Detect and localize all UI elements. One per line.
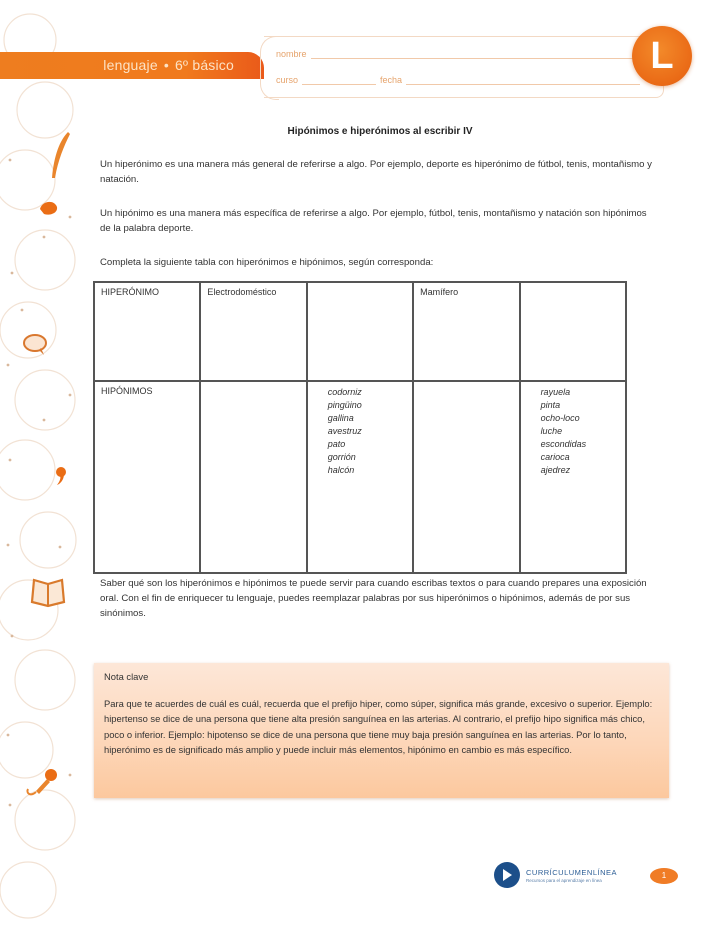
logo-name: CURRÍCULUMENLÍNEA: [526, 867, 618, 877]
course-input-line[interactable]: [302, 84, 376, 85]
page-number: 1: [650, 868, 678, 884]
play-icon: [494, 862, 520, 888]
open-book-icon: [28, 576, 68, 608]
table-cell-blank[interactable]: [520, 282, 626, 381]
subject-label: lenguaje: [103, 57, 158, 73]
subject-badge: L: [632, 26, 692, 86]
bird-hyponym-list: [314, 386, 406, 477]
note-title: Nota clave: [104, 671, 149, 682]
list-item: pingüino: [327, 400, 362, 410]
table-cell-blank[interactable]: [413, 381, 519, 573]
closing-paragraph: Saber qué son los hiperónimos e hipónimos te puede servir para cuando escribas textos o para cuando prepares una exposición oral. Con el fin de enriquecer tu lenguaje, puedes reemplazar palabras por sus hiperónimos o hipónimos, además de por sus sinónimos.: [100, 578, 647, 619]
instructions: Completa la siguiente tabla con hiperónimos e hipónimos, según corresponda:: [100, 257, 434, 268]
table-cell-blank[interactable]: [200, 381, 306, 573]
list-item: gallina: [327, 413, 354, 423]
table-cell[interactable]: Electrodoméstico: [200, 282, 306, 381]
list-item: gorrión: [327, 452, 356, 462]
date-label: fecha: [380, 75, 403, 85]
list-item: ajedrez: [540, 465, 571, 475]
grade-label: 6º básico: [174, 57, 234, 73]
table-cell[interactable]: Mamífero: [413, 282, 519, 381]
list-item: pinta: [540, 400, 561, 410]
row-label-hyperonym: HIPERÓNIMO: [94, 282, 200, 381]
comma-icon: [54, 466, 68, 486]
table-cell: [520, 381, 626, 573]
table-row-hyperonyms: [94, 282, 626, 381]
list-item: rayuela: [540, 387, 571, 397]
hyperonym-definition: Un hiperónimo es una manera más general de referirse a algo. Por ejemplo, deporte es hiperónimo de fútbol, tenis, montañismo y natación.: [100, 159, 652, 185]
course-label: curso: [276, 75, 299, 85]
hyponym-definition: Un hipónimo es una manera más específica de referirse a algo. Por ejemplo, fútbol, tenis, montañismo y natación son hipónimos de la palabra deporte.: [100, 208, 647, 234]
document-title: Hipónimos e hiperónimos al escribir IV: [287, 126, 473, 137]
game-hyponym-list: [527, 386, 619, 477]
quill-pen-icon: [46, 130, 72, 185]
list-item: codorniz: [327, 387, 362, 397]
course-field[interactable]: [276, 75, 376, 85]
student-info-box: [264, 36, 664, 98]
date-input-line[interactable]: [406, 84, 640, 85]
curriculum-logo[interactable]: [494, 862, 617, 888]
list-item: ocho-loco: [540, 413, 580, 423]
date-field[interactable]: [380, 75, 640, 85]
hyperonym-table: [93, 281, 627, 574]
list-item: pato: [327, 439, 346, 449]
microphone-icon: [22, 765, 62, 805]
table-cell: [307, 381, 413, 573]
name-label: nombre: [276, 49, 307, 59]
name-input-line[interactable]: [311, 58, 636, 59]
list-item: halcón: [327, 465, 355, 475]
row-label-hyponyms: HIPÓNIMOS: [94, 381, 200, 573]
table-cell-blank[interactable]: [307, 282, 413, 381]
note-body: Para que te acuerdes de cuál es cuál, recuerda que el prefijo hiper, como súper, significa más grande, excesivo o superior. Ejemplo: hipertenso se dice de una persona que tiene alta presión sanguínea en las arterias. Al contrario, el prefijo hipo significa más chico, poco o inferior. Ejemplo: hipotenso se dice de una persona que tiene muy baja presión sanguínea en las arterias. Por lo tanto, hiperónimo es de significado más amplio y puede incluir más elementos, hipónimo en cambio es más específico.: [104, 697, 653, 755]
name-field[interactable]: [276, 49, 636, 59]
list-item: carioca: [540, 452, 570, 462]
list-item: avestruz: [327, 426, 362, 436]
decorative-swirl-strip: [0, 0, 78, 933]
subject-banner: [0, 52, 264, 79]
list-item: escondidas: [540, 439, 587, 449]
speech-bubble-icon: [22, 332, 50, 356]
logo-tagline: Recursos para el aprendizaje en línea: [526, 877, 602, 883]
table-row-hyponyms: [94, 381, 626, 573]
separator-dot: •: [163, 57, 169, 73]
ink-drop-icon: [38, 199, 60, 217]
list-item: luche: [540, 426, 563, 436]
key-note-box: [94, 663, 669, 798]
